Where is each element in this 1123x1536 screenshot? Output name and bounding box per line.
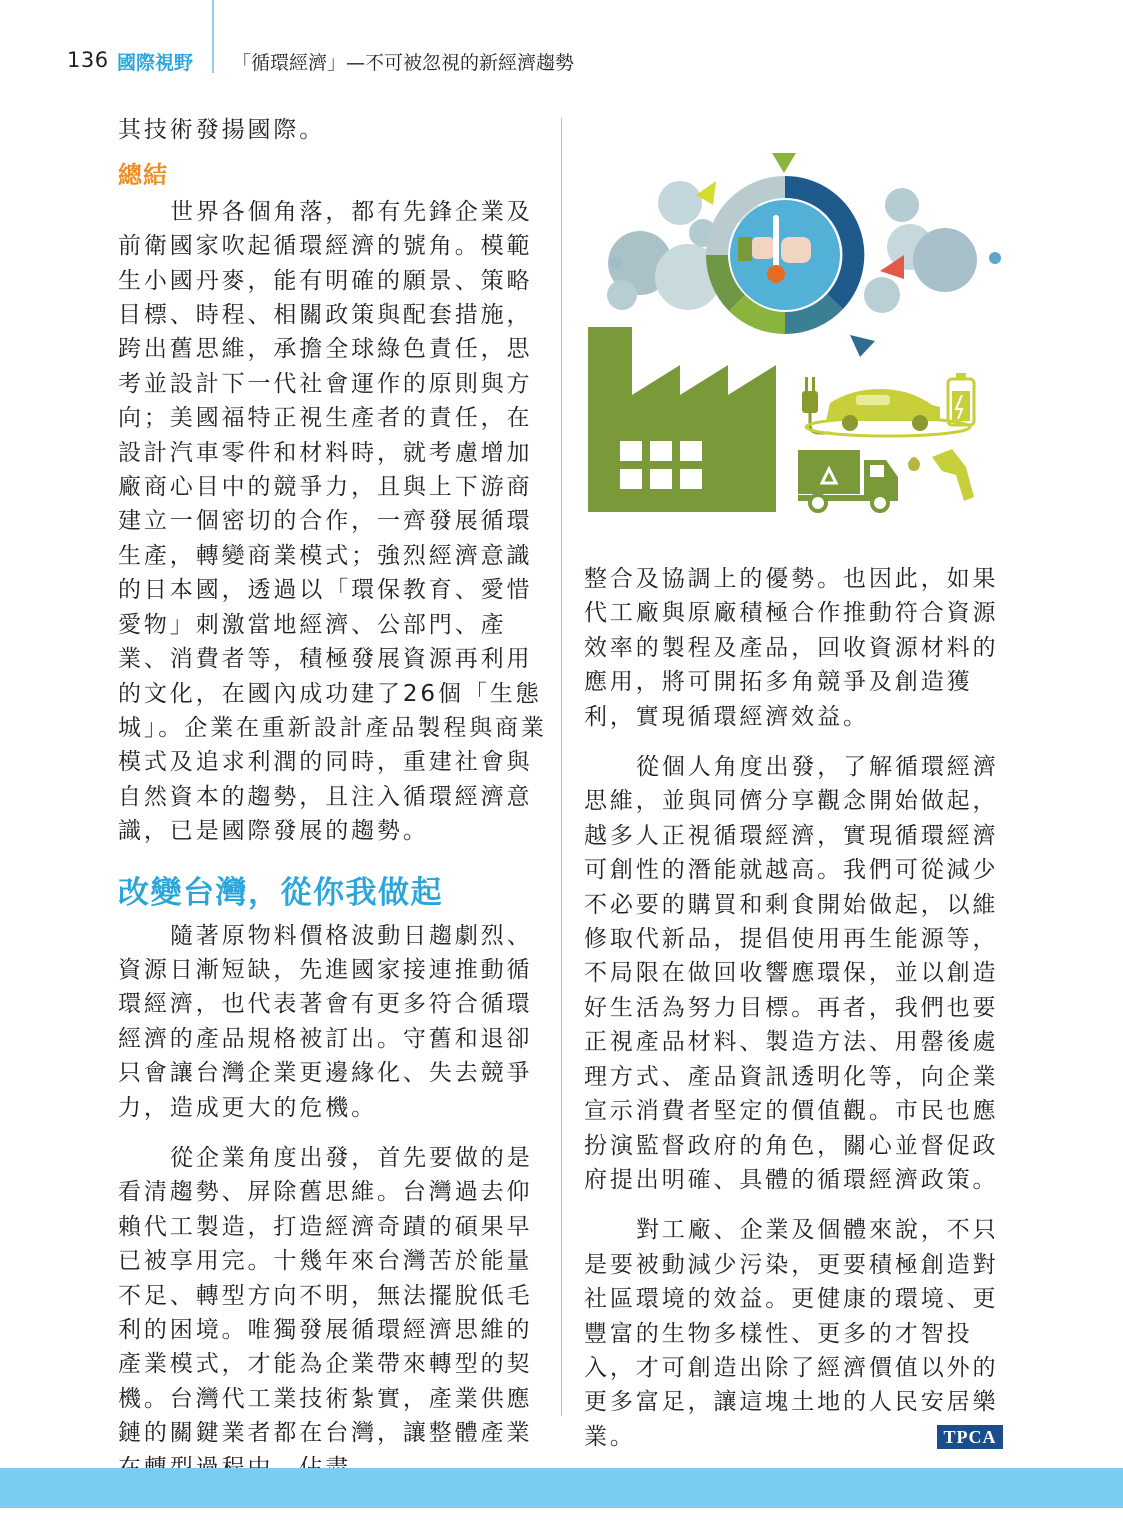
paragraph-summary: 世界各個角落，都有先鋒企業及前衛國家吹起循環經濟的號角。模範生小國丹麥，能有明確的願景、策略目標、時程、相關政策與配套措施，跨出舊思維，承擔全球綠色責任，思考並設計下一代社會運作的原則與方向；美國福特正視生產者的責任，在設計汽車零件和材料時，就考慮增加廠商心目中的競爭力，且與上下游商建立一個密切的合作，一齊發展循環生產，轉變商業模式；強烈經濟意識的日本國，透過以「環保教育、愛惜愛物」刺激當地經濟、公部門、產業、消費者等，積極發展資源再利用的文化，在國內成功建了26個「生態城」。企業在重新設計產品製程與商業模式及追求利潤的同時，重建社會與自然資本的趨勢，且注入循環經濟意識，已是國際發展的趨勢。 xyxy=(118,198,547,845)
paragraph-enterprise: 從企業角度出發，首先要做的是看清趨勢、屏除舊思維。台灣過去仰賴代工製造，打造經濟奇蹟的碩果早已被享用完。十幾年來台灣苦於能量不足、轉型方向不明，無法擺脫低毛利的困境。唯獨發展循環經濟思維的產業模式，才能為企業帶來轉型的契機。台灣代工業技術紮實，產業供應鏈的關鍵業者都在台灣，讓整體產業 xyxy=(118,1144,533,1447)
paragraph-continuation: 其技術發揚國際。 xyxy=(118,117,326,143)
factory-icon xyxy=(588,327,776,512)
left-column xyxy=(118,113,548,1485)
tpca-logo: TPCA xyxy=(937,1425,1003,1449)
paragraph-market: 隨著原物料價格波動日趨劇烈、資源日漸短缺，先進國家接連推動循環經濟，也代表著會有更多符合循環經濟的產品規格被訂出。守舊和退卻只會讓台灣企業更邊緣化、失去競爭力，造成更大的危機。 xyxy=(118,922,533,1121)
cycle-ring xyxy=(706,176,864,334)
section-name: 國際視野 xyxy=(117,52,194,74)
column-divider xyxy=(561,118,562,1416)
page-header xyxy=(0,0,1123,90)
electric-car-icon xyxy=(806,389,970,436)
recycle-truck-icon xyxy=(798,450,898,511)
heading-change-taiwan: 改變台灣，從你我做起 xyxy=(118,874,443,911)
triangle-marker xyxy=(772,153,796,173)
header-divider xyxy=(212,0,214,73)
article-title: 「循環經濟」—不可被忽視的新經濟趨勢 xyxy=(232,52,575,74)
page-number: 136 xyxy=(67,48,109,72)
fuel-nozzle-icon xyxy=(908,449,974,501)
battery-icon xyxy=(948,373,974,425)
right-column xyxy=(584,562,1014,1454)
footer-band xyxy=(0,1468,1123,1508)
circular-economy-illustration xyxy=(580,145,1020,525)
paragraph-individual: 從個人角度出發，了解循環經濟思維，並與同儕分享觀念開始做起，越多人正視循環經濟，實現循環經濟可創性的潛能就越高。我們可從減少不必要的購買和剩食開始做起，以維修取代新品，提倡使用再生能源等，不局限在做回收響應環保，並以創造好生活為努力目標。再者，我們也要正視產品材料、製造方法、用罄後處理方式、產品資訊透明化等，向企業宣示消費者堅定的價值觀。市民也應扮演監督政府的角色，關心並督促政府提出明確、具體的循環經濟政策。 xyxy=(584,754,999,1193)
paragraph-integration: 整合及協調上的優勢。也因此，如果代工廠與原廠積極合作推動符合資源效率的製程及產品，回收資源材料的應用，將可開拓多角競爭及創造獲利，實現循環經濟效益。 xyxy=(584,566,999,730)
paragraph-community: 對工廠、企業及個體來說，不只是要被動減少污染，更要積極創造對社區環境的效益。更健康的環境、更豐富的生物多樣性、更多的才智投入，才可創造出除了經濟價值以外的更多富足，讓這塊土地的人民安居樂業。 xyxy=(584,1217,999,1450)
heading-summary: 總結 xyxy=(118,161,168,190)
